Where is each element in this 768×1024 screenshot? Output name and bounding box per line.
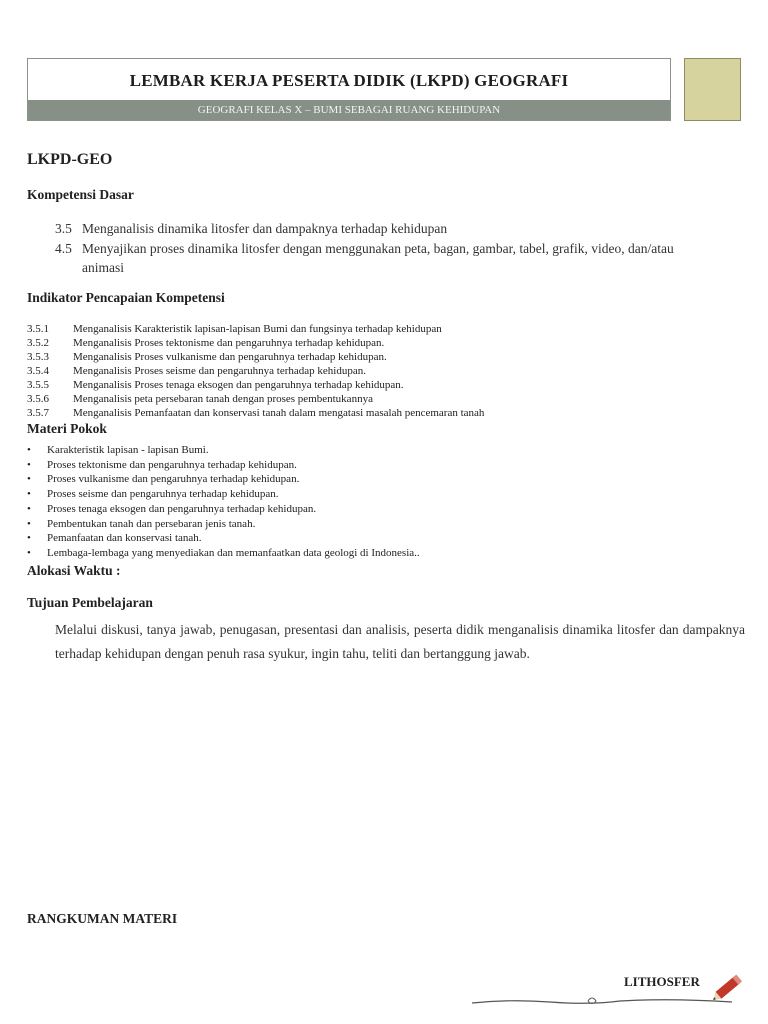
indikator-number: 3.5.4 [27,365,49,377]
document-subtitle: GEOGRAFI KELAS X – BUMI SEBAGAI RUANG KEHIDUPAN [28,100,670,120]
materi-text: Karakteristik lapisan - lapisan Bumi. [47,444,209,456]
indikator-item [27,392,484,406]
kd-text: Menganalisis dinamika litosfer dan dampaknya terhadap kehidupan [82,221,448,236]
document-header [27,58,671,121]
list-item [27,502,420,517]
indikator-text: Menganalisis peta persebaran tanah dengan proses pembentukannya [73,393,373,405]
list-item [27,517,420,532]
bullet-icon: • [27,502,31,515]
bullet-icon: • [27,532,31,545]
kompetensi-dasar-list [55,219,715,278]
kd-number: 3.5 [55,221,72,236]
indikator-number: 3.5.1 [27,323,49,335]
footer-divider-icon [470,992,735,1008]
indikator-number: 3.5.7 [27,407,49,419]
kd-text: Menyajikan proses dinamika litosfer dengan menggunakan peta, bagan, gambar, tabel, grafik, video, dan/atau animasi [82,240,674,275]
bullet-icon: • [27,444,31,456]
kd-item [55,239,715,278]
tujuan-text: Melalui diskusi, tanya jawab, penugasan, presentasi dan analisis, peserta didik menganalisis dinamika litosfer dan dampaknya terhadap kehidupan dengan penuh rasa syukur, ingin tahu, teliti dan bertanggung jawab. [55,622,745,661]
materi-pokok-heading: Materi Pokok [27,421,107,436]
indikator-item [27,336,484,350]
bullet-icon: • [27,488,31,501]
materi-text: Proses vulkanisme dan pengaruhnya terhadap kehidupan. [47,473,300,486]
rangkuman-heading: RANGKUMAN MATERI [27,911,178,926]
bullet-icon: • [27,458,31,471]
materi-text: Proses seisme dan pengaruhnya terhadap kehidupan. [47,488,279,501]
bullet-icon: • [27,546,31,559]
tujuan-heading: Tujuan Pembelajaran [27,595,153,610]
indikator-number: 3.5.5 [27,379,49,391]
materi-text: Lembaga-lembaga yang menyediakan dan memanfaatkan data geologi di Indonesia.. [47,546,420,559]
list-item [27,443,420,458]
indikator-number: 3.5.6 [27,393,49,405]
indikator-text: Menganalisis Proses seisme dan pengaruhnya terhadap kehidupan. [73,365,366,377]
indikator-text: Menganalisis Karakteristik lapisan-lapisan Bumi dan fungsinya terhadap kehidupan [73,323,442,335]
indikator-text: Menganalisis Pemanfaatan dan konservasi tanah dalam mengatasi masalah pencemaran tanah [73,407,485,419]
indikator-text: Menganalisis Proses tektonisme dan pengaruhnya terhadap kehidupan. [73,337,385,349]
list-item [27,472,420,487]
footer-label: LITHOSFER [624,974,700,989]
materi-pokok-list [27,443,420,561]
materi-text: Pembentukan tanah dan persebaran jenis tanah. [47,517,256,530]
indikator-item [27,322,484,336]
materi-text: Proses tenaga eksogen dan pengaruhnya terhadap kehidupan. [47,502,317,515]
bullet-icon: • [27,473,31,486]
materi-text: Proses tektonisme dan pengaruhnya terhadap kehidupan. [47,458,297,471]
list-item [27,531,420,546]
indikator-item [27,406,484,420]
indikator-number: 3.5.2 [27,337,49,349]
indikator-item [27,364,484,378]
indikator-heading: Indikator Pencapaian Kompetensi [27,290,225,305]
document-code: LKPD-GEO [27,151,113,168]
indikator-text: Menganalisis Proses vulkanisme dan pengaruhnya terhadap kehidupan. [73,351,387,363]
indikator-number: 3.5.3 [27,351,49,363]
indikator-item [27,350,484,364]
alokasi-waktu-heading: Alokasi Waktu : [27,563,121,578]
pencil-icon [708,968,748,1008]
document-title: LEMBAR KERJA PESERTA DIDIK (LKPD) GEOGRAFI [129,71,569,90]
indikator-list [27,322,484,420]
indikator-text: Menganalisis Proses tenaga eksogen dan pengaruhnya terhadap kehidupan. [73,379,404,391]
bullet-icon: • [27,517,31,530]
kd-item [55,219,715,239]
kompetensi-dasar-heading: Kompetensi Dasar [27,187,134,202]
list-item [27,458,420,473]
list-item [27,487,420,502]
kd-number: 4.5 [55,240,72,256]
indikator-item [27,378,484,392]
header-decoration [684,58,741,121]
materi-text: Pemanfaatan dan konservasi tanah. [47,532,202,545]
list-item [27,546,420,561]
